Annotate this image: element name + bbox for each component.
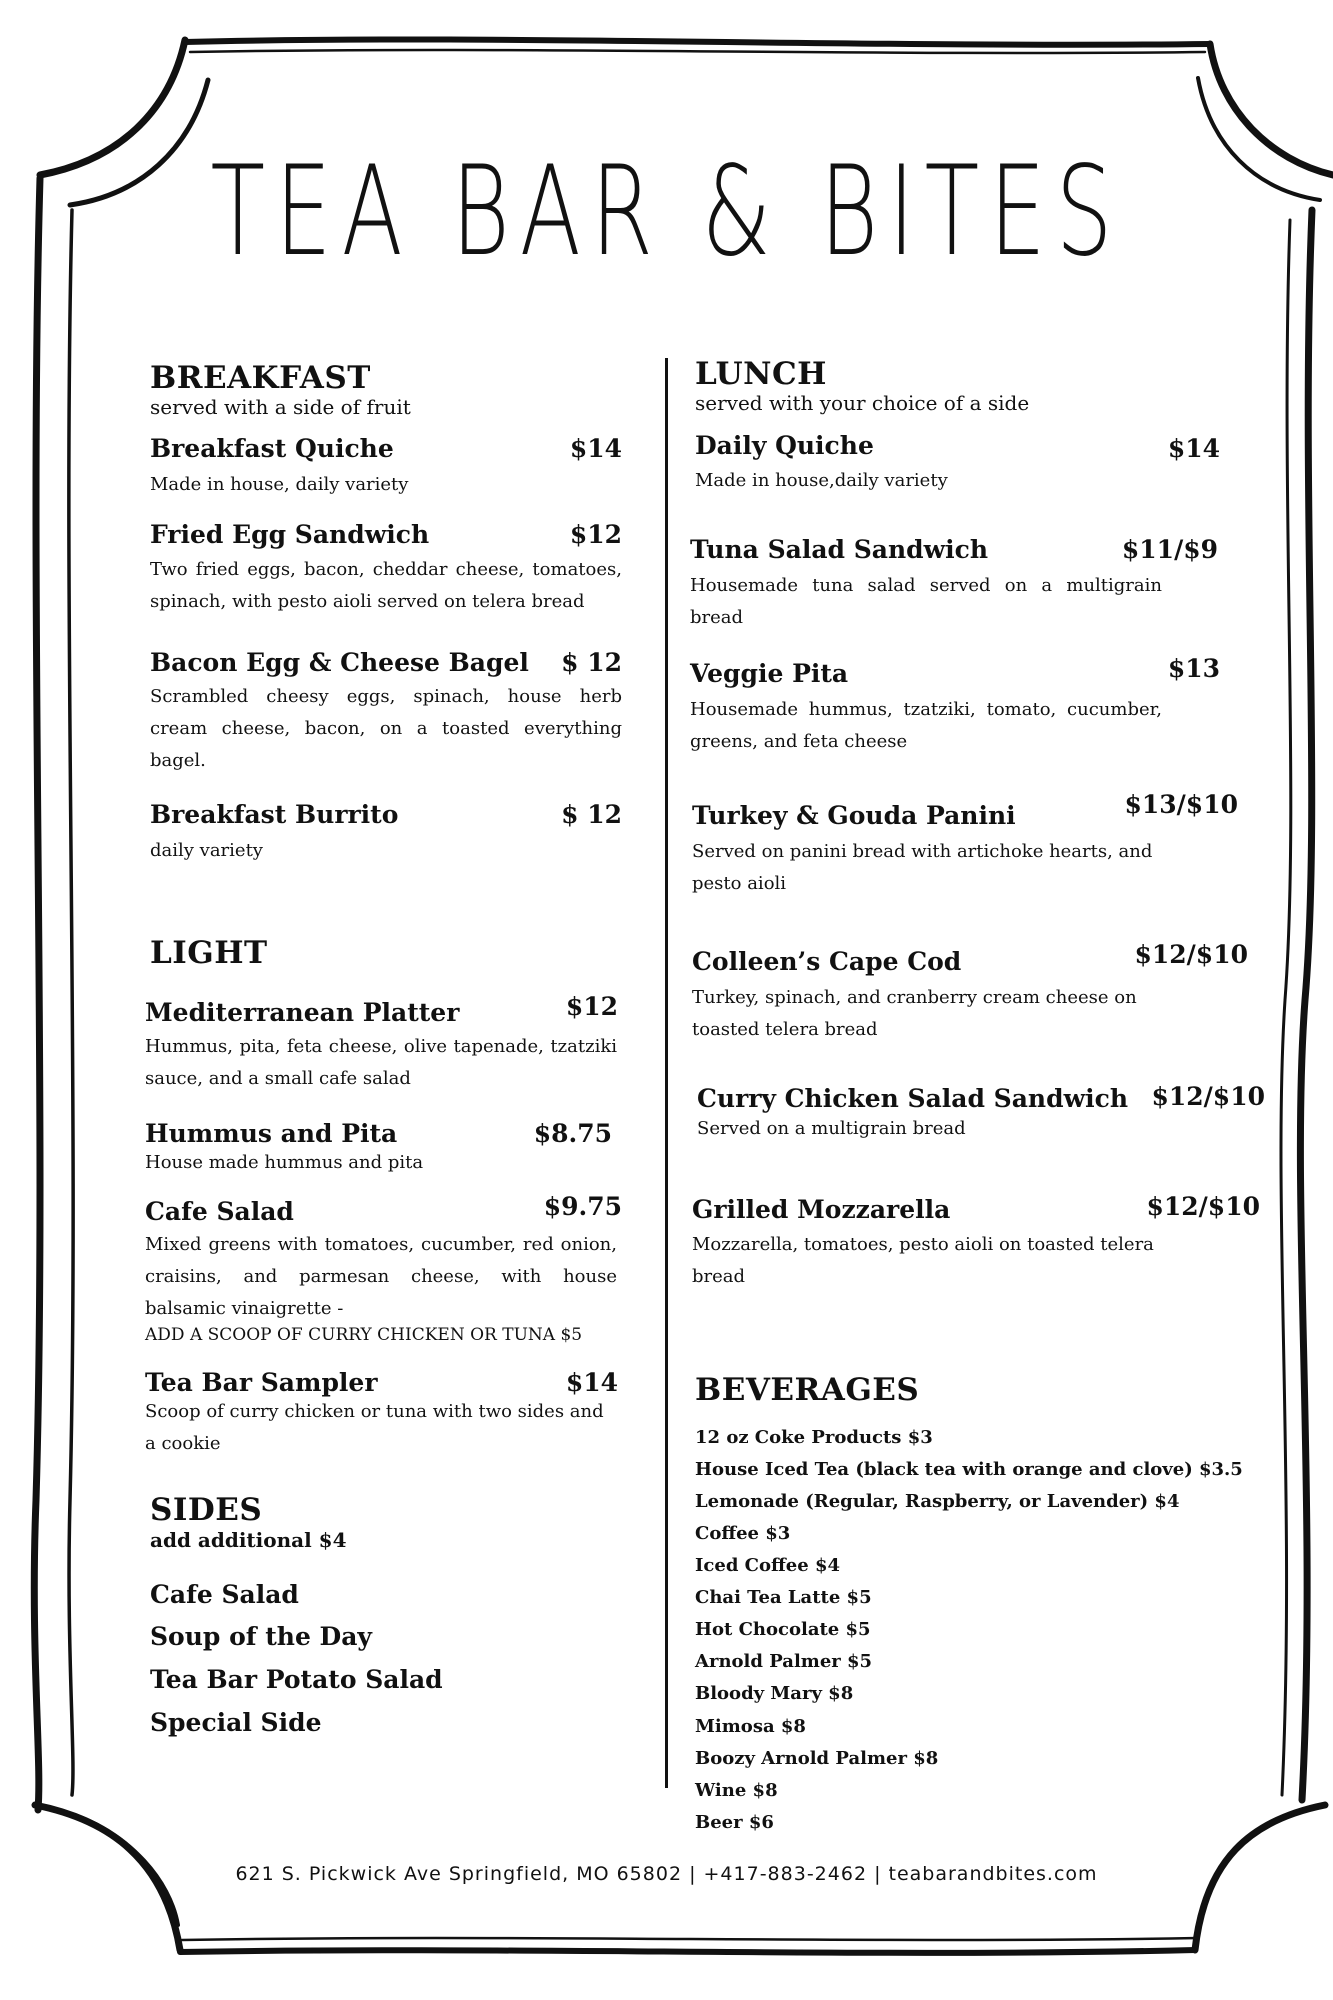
- breakfast-heading: BREAKFAST: [150, 360, 371, 396]
- menu-item-description: Served on a multigrain bread: [697, 1118, 966, 1139]
- beverage-item: Hot Chocolate $5: [695, 1619, 871, 1640]
- menu-item-description: Two fried eggs, bacon, cheddar cheese, tomatoes, spinach, with pesto aioli served on telera bread: [150, 559, 622, 612]
- breakfast-subtitle: served with a side of fruit: [150, 395, 411, 419]
- menu-item-name: Grilled Mozzarella: [692, 1195, 951, 1224]
- menu-item-price: $12/$10: [1146, 1192, 1260, 1221]
- menu-item-price: $8.75: [533, 1119, 612, 1148]
- menu-item-name: Hummus and Pita: [145, 1119, 398, 1148]
- menu-item-name: Turkey & Gouda Panini: [692, 801, 1016, 830]
- sides-subtitle: add additional $4: [150, 1528, 347, 1552]
- menu-item-name: Daily Quiche: [695, 431, 874, 460]
- side-item: Special Side: [150, 1708, 322, 1737]
- menu-item-price: $9.75: [543, 1192, 622, 1221]
- menu-item-name: Breakfast Quiche: [150, 434, 394, 463]
- beverage-item: Bloody Mary $8: [695, 1683, 854, 1704]
- beverage-item: Iced Coffee $4: [695, 1555, 841, 1576]
- menu-item-name: Breakfast Burrito: [150, 800, 399, 829]
- menu-item-description: House made hummus and pita: [145, 1152, 424, 1173]
- beverage-item: Mimosa $8: [695, 1716, 806, 1737]
- menu-item-description: Mozzarella, tomatoes, pesto aioli on toasted telera bread: [692, 1234, 1154, 1287]
- beverage-item: Chai Tea Latte $5: [695, 1587, 872, 1608]
- menu-item-description: Mixed greens with tomatoes, cucumber, red onion, craisins, and parmesan cheese, with house balsamic vinaigrette -: [145, 1234, 617, 1319]
- menu-item-price: $12/$10: [1134, 940, 1248, 969]
- side-item: Soup of the Day: [150, 1622, 372, 1651]
- menu-item-name: Veggie Pita: [690, 659, 849, 688]
- beverage-item: Arnold Palmer $5: [695, 1651, 873, 1672]
- lunch-heading: LUNCH: [695, 356, 827, 392]
- lunch-subtitle: served with your choice of a side: [695, 391, 1030, 415]
- column-divider: [665, 358, 668, 1788]
- menu-item-description: daily variety: [150, 840, 263, 861]
- menu-item-price: $12: [565, 992, 618, 1021]
- menu-item-name: Tuna Salad Sandwich: [690, 535, 989, 564]
- sides-heading: SIDES: [150, 1492, 263, 1528]
- menu-item-price: $ 12: [561, 800, 622, 829]
- menu-item-price: $11/$9: [1121, 535, 1218, 564]
- menu-item-name: Tea Bar Sampler: [145, 1368, 378, 1397]
- menu-item-description: Scrambled cheesy eggs, spinach, house herb cream cheese, bacon, on a toasted everything bagel.: [150, 686, 622, 771]
- menu-item-price: $14: [565, 1368, 618, 1397]
- menu-item-name: Cafe Salad: [145, 1197, 294, 1226]
- menu-item-description: Housemade tuna salad served on a multigrain bread: [690, 575, 1162, 628]
- beverage-item: Wine $8: [695, 1780, 778, 1801]
- menu-item-name: Colleen’s Cape Cod: [692, 947, 962, 976]
- menu-item-name: Mediterranean Platter: [145, 998, 460, 1027]
- menu-item-price: $13: [1167, 654, 1220, 683]
- menu-item-description: Scoop of curry chicken or tuna with two sides and a cookie: [145, 1401, 604, 1454]
- menu-item-price: $12/$10: [1151, 1082, 1265, 1111]
- menu-item-description: Made in house,daily variety: [695, 470, 948, 491]
- light-heading: LIGHT: [150, 935, 268, 971]
- beverage-item: House Iced Tea (black tea with orange and clove) $3.5: [695, 1459, 1243, 1480]
- beverages-heading: BEVERAGES: [695, 1372, 920, 1408]
- menu-item-price: $12: [569, 520, 622, 549]
- menu-item-addon: ADD A SCOOP OF CURRY CHICKEN OR TUNA $5: [145, 1325, 583, 1345]
- footer-contact: 621 S. Pickwick Ave Springfield, MO 65802 | +417-883-2462 | teabarandbites.com: [235, 1863, 1098, 1885]
- menu-item-name: Fried Egg Sandwich: [150, 520, 430, 549]
- menu-item-price: $14: [1167, 434, 1220, 463]
- restaurant-title: TEA BAR & BITES: [210, 140, 1123, 284]
- beverage-item: 12 oz Coke Products $3: [695, 1427, 933, 1448]
- menu-item-description: Housemade hummus, tzatziki, tomato, cucumber, greens, and feta cheese: [690, 699, 1162, 752]
- beverage-item: Lemonade (Regular, Raspberry, or Lavender) $4: [695, 1491, 1180, 1512]
- menu-item-description: Made in house, daily variety: [150, 474, 409, 495]
- menu-item-description: Served on panini bread with artichoke hearts, and pesto aioli: [692, 841, 1153, 894]
- menu-item-price: $14: [569, 434, 622, 463]
- side-item: Tea Bar Potato Salad: [150, 1665, 443, 1694]
- menu-item-name: Bacon Egg & Cheese Bagel: [150, 648, 529, 677]
- menu-item-description: Hummus, pita, feta cheese, olive tapenade, tzatziki sauce, and a small cafe salad: [145, 1036, 617, 1089]
- side-item: Cafe Salad: [150, 1580, 299, 1609]
- menu-item-price: $13/$10: [1124, 790, 1238, 819]
- beverage-item: Coffee $3: [695, 1523, 791, 1544]
- beverage-item: Boozy Arnold Palmer $8: [695, 1748, 939, 1769]
- menu-item-description: Turkey, spinach, and cranberry cream cheese on toasted telera bread: [692, 987, 1137, 1040]
- menu-item-price: $ 12: [561, 648, 622, 677]
- menu-item-name: Curry Chicken Salad Sandwich: [697, 1084, 1129, 1113]
- beverage-item: Beer $6: [695, 1812, 774, 1833]
